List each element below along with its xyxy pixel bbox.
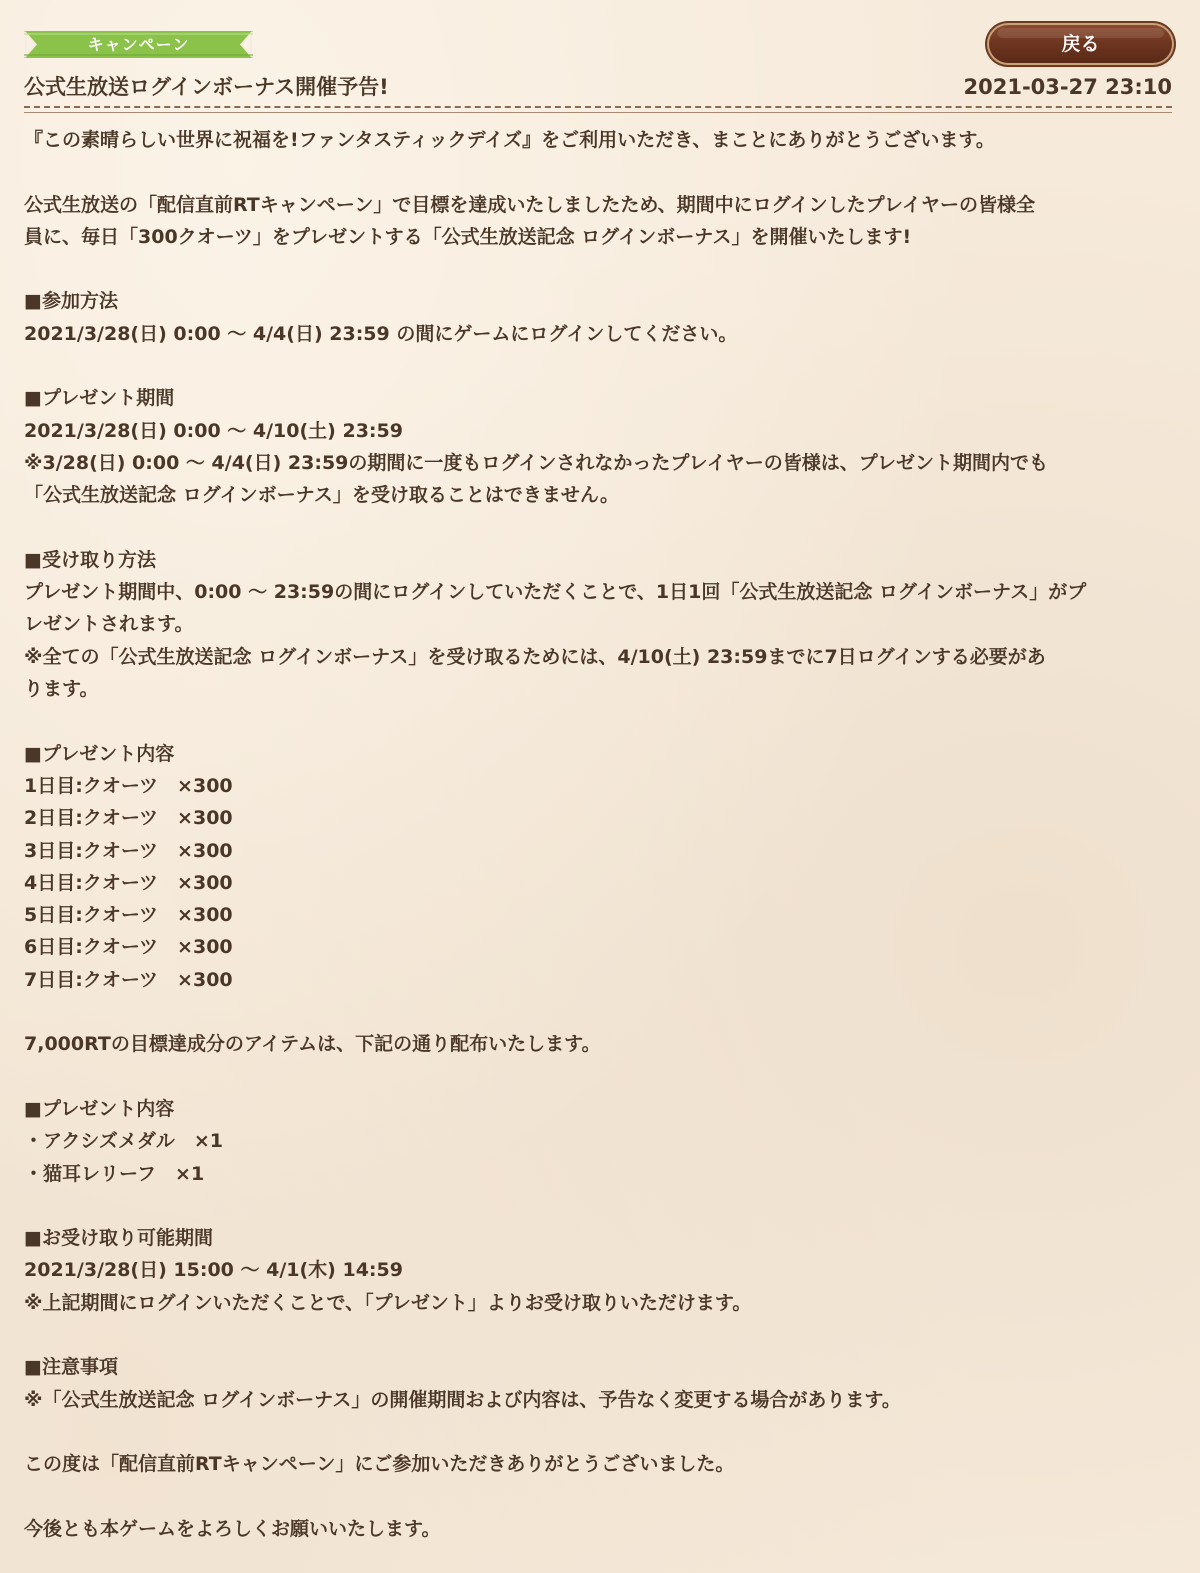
body-line: 1日目:クオーツ ×300: [24, 774, 233, 797]
section-heading: ■注意事項: [24, 1356, 118, 1379]
body-line: 2021/3/28(日) 0:00 〜 4/4(日) 23:59 の間にゲームにログインしてください。: [24, 322, 738, 345]
blank-line: [24, 996, 1174, 1028]
body-line: 7,000RTの目標達成分のアイテムは、下記の通り配布いたします。: [24, 1033, 601, 1056]
body-line: 3日目:クオーツ ×300: [24, 839, 233, 862]
body-line: この度は「配信直前RTキャンペーン」にご参加いただきありがとうございました。: [24, 1453, 735, 1476]
body-line: 7日目:クオーツ ×300: [24, 968, 233, 991]
back-button-label: 戻る: [1061, 33, 1100, 55]
blank-line: [24, 1480, 1174, 1512]
body-line: 員に、毎日「300クオーツ」をプレゼントする「公式生放送記念 ログインボーナス」を開催いたします!: [24, 225, 912, 248]
section-heading: ■プレゼント内容: [24, 1097, 175, 1120]
body-line: 2021/3/28(日) 0:00 〜 4/10(土) 23:59: [24, 419, 403, 442]
section-heading: ■お受け取り可能期間: [24, 1227, 213, 1250]
body-line: 『この素晴らしい世界に祝福を!ファンタスティックデイズ』をご利用いただき、まことにありがとうございます。: [24, 129, 995, 151]
body-line: ※3/28(日) 0:00 〜 4/4(日) 23:59の期間に一度もログインされなかったプレイヤーの皆様は、プレゼント期間内でも: [24, 451, 1048, 474]
header-divider: [24, 106, 1172, 113]
body-line: 公式生放送の「配信直前RTキャンペーン」で目標を達成いたしましたため、期間中にログインしたプレイヤーの皆様全: [24, 193, 1035, 216]
page-title: 公式生放送ログインボーナス開催予告!: [24, 75, 389, 99]
category-ribbon: [24, 31, 253, 58]
body-line: ・アクシズメダル ×1: [24, 1130, 224, 1153]
body-line: ※「公式生放送記念 ログインボーナス」の開催期間および内容は、予告なく変更する場合があります。: [24, 1388, 901, 1411]
section-heading: ■参加方法: [24, 290, 118, 313]
body-line: 5日目:クオーツ ×300: [24, 904, 233, 927]
body-line: 2日目:クオーツ ×300: [24, 807, 233, 830]
body-line: レゼントされます。: [24, 613, 194, 636]
blank-line: [24, 512, 1174, 544]
body-line: 6日目:クオーツ ×300: [24, 936, 233, 959]
blank-line: [24, 1061, 1174, 1093]
back-button[interactable]: [989, 25, 1172, 63]
section-heading: ■プレゼント内容: [24, 742, 175, 765]
category-label: キャンペーン: [87, 35, 190, 54]
body-line: 2021/3/28(日) 15:00 〜 4/1(木) 14:59: [24, 1259, 403, 1282]
body-line: ※上記期間にログインいただくことで、「プレゼント」よりお受け取りいただけます。: [24, 1291, 752, 1314]
body-line: ※全ての「公式生放送記念 ログインボーナス」を受け取るためには、4/10(土) 23:59までに7日ログインする必要があ: [24, 645, 1046, 668]
section-heading: ■受け取り方法: [24, 548, 156, 571]
blank-line: [24, 1319, 1174, 1351]
body-line: 今後とも本ゲームをよろしくお願いいたします。: [24, 1517, 441, 1540]
post-date: 2021-03-27 23:10: [963, 75, 1172, 99]
blank-line: [24, 253, 1174, 285]
body-line: ・猫耳レリーフ ×1: [24, 1162, 205, 1185]
body-line: 「公式生放送記念 ログインボーナス」を受け取ることはできません。: [24, 484, 620, 507]
blank-line: [24, 1416, 1174, 1448]
body-line: ります。: [24, 678, 99, 701]
body-line: プレゼント期間中、0:00 〜 23:59の間にログインしていただくことで、1日1回「公式生放送記念 ログインボーナス」がプ: [24, 581, 1087, 604]
blank-line: [24, 1190, 1174, 1222]
blank-line: [24, 705, 1174, 737]
article-body: [24, 124, 1174, 1545]
blank-line: [24, 156, 1174, 188]
body-line: 4日目:クオーツ ×300: [24, 871, 233, 894]
blank-line: [24, 350, 1174, 382]
section-heading: ■プレゼント期間: [24, 387, 175, 410]
